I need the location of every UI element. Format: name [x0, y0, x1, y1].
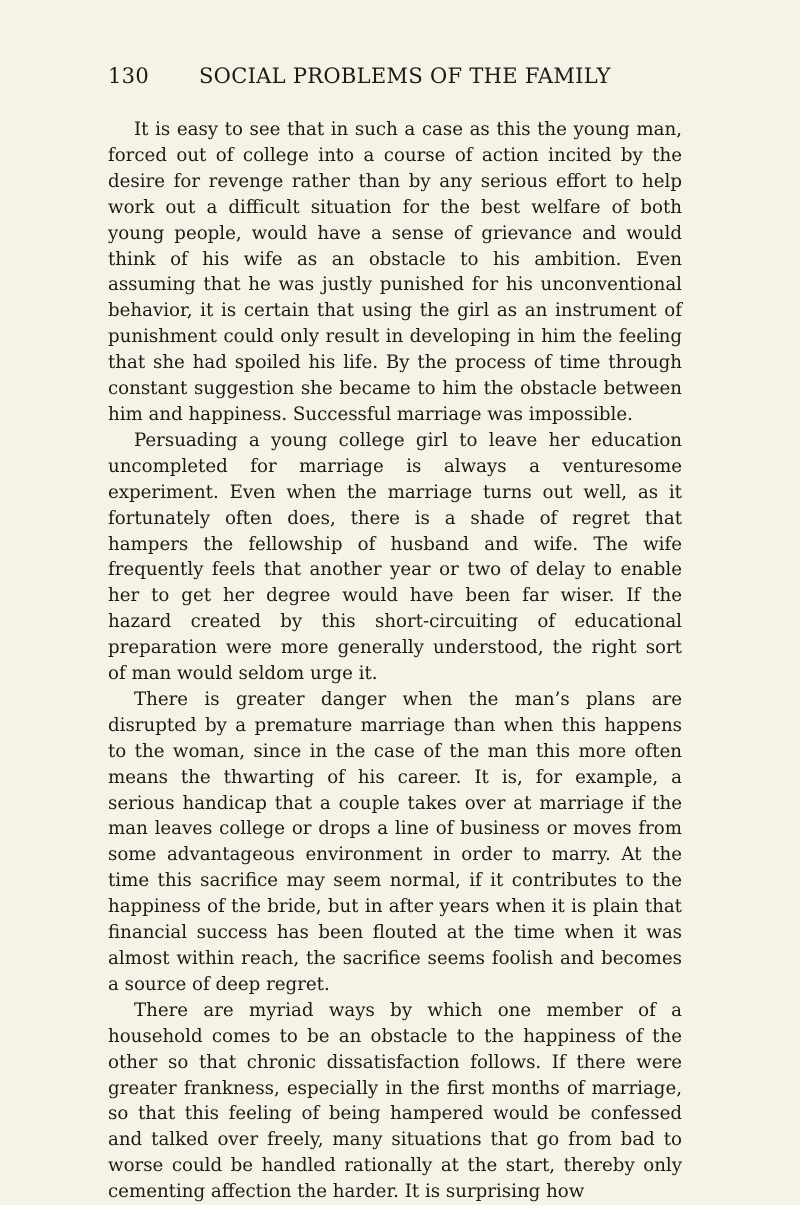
page-number: 130 — [108, 64, 149, 88]
running-head — [108, 64, 688, 94]
running-title: SOCIAL PROBLEMS OF THE FAMILY — [199, 64, 611, 88]
paragraph: Persuading a young college girl to leave her education uncompleted for marriage is always a venturesome experiment. Even when the marriage turns out well, as it fortunately often does, there is a shade of regret that hampers the fellowship of husband and wife. The wife frequently feels that another year or two of delay to enable her to get her degree would have been far wiser. If the hazard created by this short-circuiting of educational preparation were more generally understood, the right sort of man would seldom urge it. — [108, 429, 682, 685]
paragraph: There is greater danger when the man’s plans are disrupted by a premature marriage than when this happens to the woman, since in the case of the man this more often means the thwarting of his career. It is, for example, a serious handicap that a couple takes over at marriage if the man leaves college or drops a line of business or moves from some advantageous environment in order to marry. At the time this sacrifice may seem normal, if it contributes to the happiness of the bride, but in after years when it is plain that financial success has been flouted at the time when it was almost within reach, the sacrifice seems foolish and becomes a source of deep regret. — [108, 688, 682, 995]
paragraph: It is easy to see that in such a case as this the young man, forced out of college into a course of action incited by the desire for revenge rather than by any serious effort to help work out a difficult situation for the best welfare of both young people, would have a sense of grievance and would think of his wife as an obstacle to his ambition. Even assuming that he was justly punished for his unconventional behavior, it is certain that using the girl as an instrument of punishment could only result in developing in him the feeling that she had spoiled his life. By the process of time through constant suggestion she became to him the obstacle between him and happiness. Successful marriage was impossible. — [108, 119, 682, 425]
body-text — [108, 117, 682, 1205]
paragraph: There are myriad ways by which one member of a household comes to be an obstacle to the happiness of the other so that chronic dissatisfaction follows. If there were greater frankness, especially in the first months of marriage, so that this feeling of being hampered would be confessed and talked over freely, many situations that go from bad to worse could be handled rationally at the start, thereby only cementing affection the harder. It is surprising how — [108, 999, 682, 1203]
